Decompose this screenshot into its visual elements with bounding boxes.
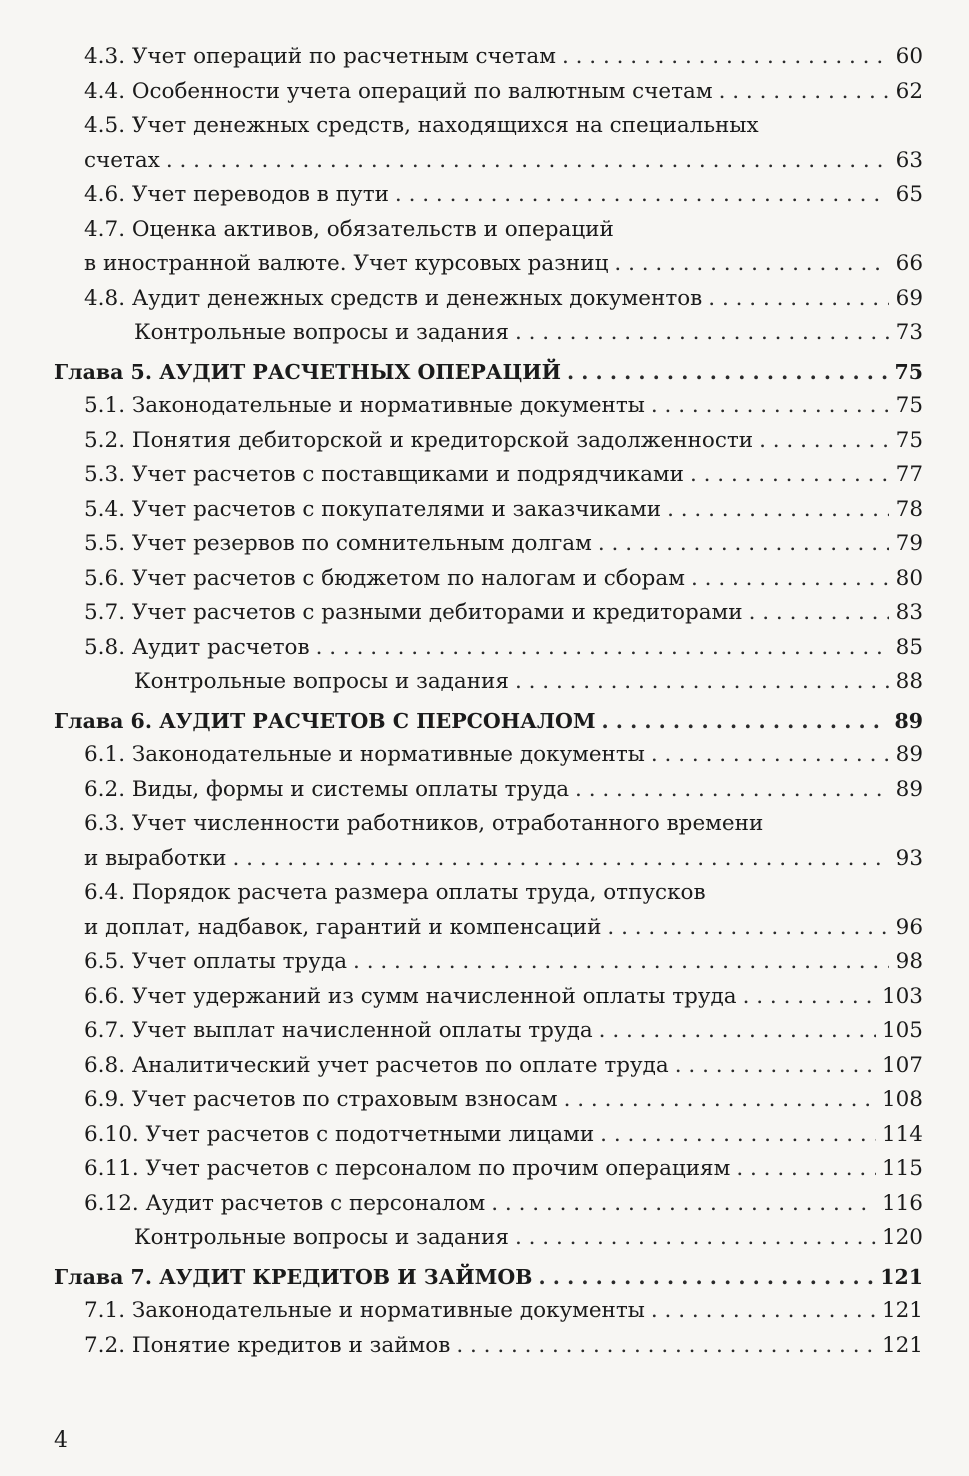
toc-page-number: 62 — [895, 78, 923, 104]
toc-entry-title: 5.4. Учет расчетов с покупателями и заказчиками — [84, 496, 662, 522]
toc-entry-title: 6.2. Виды, формы и системы оплаты труда — [84, 776, 570, 802]
toc-page-number: 75 — [895, 393, 923, 418]
dot-leader — [575, 773, 889, 808]
toc-page-number: 107 — [881, 1052, 923, 1078]
toc-entry-title: 5.8. Аудит расчетов — [84, 634, 310, 660]
dot-leader — [515, 1221, 876, 1256]
toc-entry-title: 7.1. Законодательные и нормативные документы — [84, 1298, 645, 1323]
dot-leader — [690, 458, 889, 493]
toc-chapter — [0, 1260, 969, 1295]
toc-entry-title: 4.8. Аудит денежных средств и денежных документов — [84, 285, 703, 311]
toc-entry — [0, 1152, 969, 1187]
dot-leader — [667, 493, 889, 528]
dot-leader — [651, 389, 889, 424]
dot-leader — [759, 424, 889, 459]
toc-page-number: 77 — [895, 462, 923, 487]
toc-entry — [0, 911, 969, 946]
dot-leader — [539, 1260, 875, 1295]
toc-entry-title: 6.7. Учет выплат начисленной оплаты труда — [84, 1018, 593, 1043]
toc-page-number: 89 — [895, 776, 923, 802]
chapter-title: Глава 6. АУДИТ РАСЧЕТОВ С ПЕРСОНАЛОМ — [54, 708, 596, 733]
toc-entry — [0, 631, 969, 666]
toc-entry — [0, 1329, 969, 1364]
toc-page-number: 89 — [894, 708, 923, 733]
toc-chapter — [0, 704, 969, 739]
toc-entry — [0, 1118, 969, 1153]
dot-leader — [564, 1083, 876, 1118]
toc-entry-title: 6.6. Учет удержаний из сумм начисленной оплаты труда — [84, 983, 737, 1009]
toc-entry-title: 6.4. Порядок расчета размера оплаты труда, отпусков — [84, 880, 706, 905]
toc-entry-title: Контрольные вопросы и задания — [134, 669, 509, 694]
toc-entry — [0, 842, 969, 877]
dot-leader — [515, 665, 889, 700]
toc-entry-title: в иностранной валюте. Учет курсовых разниц — [84, 251, 609, 276]
toc-entry — [0, 144, 969, 179]
chapter-title: Глава 7. АУДИТ КРЕДИТОВ И ЗАЙМОВ — [54, 1264, 533, 1289]
toc-entry-title: 6.1. Законодательные и нормативные документы — [84, 742, 645, 767]
dot-leader — [719, 75, 889, 110]
dot-leader — [456, 1329, 876, 1364]
toc-page-number: 116 — [881, 1190, 923, 1216]
dot-leader — [614, 247, 889, 282]
toc-page-number: 103 — [881, 983, 923, 1009]
toc-entry-title: 7.2. Понятие кредитов и займов — [84, 1332, 451, 1358]
toc-entry-title: 4.5. Учет денежных средств, находящихся на специальных — [84, 113, 759, 138]
toc-entry — [0, 1083, 969, 1118]
toc-entry-title: и доплат, надбавок, гарантий и компенсаций — [84, 914, 602, 940]
toc-entry — [0, 493, 969, 528]
toc-entry-title: 4.7. Оценка активов, обязательств и операций — [84, 216, 614, 242]
dot-leader — [651, 1294, 876, 1329]
toc-entry-title: 5.3. Учет расчетов с поставщиками и подрядчиками — [84, 462, 684, 487]
toc-entry — [0, 527, 969, 562]
dot-leader — [691, 562, 889, 597]
table-of-contents — [0, 40, 969, 1363]
toc-page-number: 96 — [895, 914, 923, 940]
toc-page-number: 93 — [895, 845, 923, 871]
toc-page-number: 88 — [895, 669, 923, 694]
toc-entry — [0, 40, 969, 75]
toc-page-number: 114 — [881, 1121, 923, 1147]
toc-entry-title: 6.11. Учет расчетов с персоналом по прочим операциям — [84, 1156, 731, 1181]
toc-entry-title: 6.9. Учет расчетов по страховым взносам — [84, 1087, 558, 1112]
toc-entry — [0, 562, 969, 597]
toc-entry-title: 4.6. Учет переводов в пути — [84, 182, 389, 207]
toc-entry-title: счетах — [84, 147, 160, 173]
toc-entry — [0, 980, 969, 1015]
dot-leader — [515, 316, 889, 351]
dot-leader — [602, 704, 889, 739]
toc-entry-title: 5.7. Учет расчетов с разными дебиторами и кредиторами — [84, 600, 743, 625]
toc-entry — [0, 247, 969, 282]
toc-entry-title: Контрольные вопросы и задания — [134, 320, 509, 345]
toc-entry — [0, 316, 969, 351]
dot-leader — [675, 1049, 876, 1084]
toc-entry — [0, 1294, 969, 1329]
toc-page-number: 80 — [895, 565, 923, 591]
toc-entry — [0, 807, 969, 842]
toc-entry — [0, 282, 969, 317]
toc-page-number: 75 — [894, 359, 923, 384]
toc-entry-title: 6.5. Учет оплаты труда — [84, 949, 348, 974]
dot-leader — [395, 178, 889, 213]
toc-page-number: 121 — [881, 1332, 923, 1358]
toc-entry-title: 5.6. Учет расчетов с бюджетом по налогам и сборам — [84, 565, 685, 591]
toc-entry-title: 4.3. Учет операций по расчетным счетам — [84, 44, 556, 69]
toc-page-number: 60 — [895, 44, 923, 69]
toc-entry — [0, 75, 969, 110]
toc-entry — [0, 1221, 969, 1256]
dot-leader — [316, 631, 889, 666]
toc-chapter — [0, 355, 969, 390]
toc-page-number: 83 — [895, 600, 923, 625]
page-number: 4 — [54, 1428, 68, 1453]
toc-entry — [0, 596, 969, 631]
toc-page-number: 115 — [881, 1156, 923, 1181]
toc-entry-title: 4.4. Особенности учета операций по валютным счетам — [84, 78, 713, 104]
toc-entry-title: 5.1. Законодательные и нормативные документы — [84, 393, 645, 418]
toc-page-number: 75 — [895, 427, 923, 453]
chapter-title: Глава 5. АУДИТ РАСЧЕТНЫХ ОПЕРАЦИЙ — [54, 359, 561, 384]
toc-entry-title: 5.5. Учет резервов по сомнительным долгам — [84, 531, 592, 556]
toc-entry — [0, 389, 969, 424]
dot-leader — [749, 596, 889, 631]
toc-page-number: 85 — [895, 634, 923, 660]
toc-entry-title: Контрольные вопросы и задания — [134, 1225, 509, 1250]
toc-entry-title: 6.8. Аналитический учет расчетов по оплате труда — [84, 1052, 669, 1078]
dot-leader — [598, 527, 889, 562]
dot-leader — [708, 282, 889, 317]
dot-leader — [353, 945, 889, 980]
toc-entry — [0, 1049, 969, 1084]
dot-leader — [651, 738, 889, 773]
toc-entry — [0, 1187, 969, 1222]
toc-entry — [0, 945, 969, 980]
toc-page-number: 63 — [895, 147, 923, 173]
toc-entry-title: 6.3. Учет численности работников, отработанного времени — [84, 811, 764, 836]
toc-entry — [0, 1014, 969, 1049]
toc-entry — [0, 876, 969, 911]
toc-entry-title: и выработки — [84, 845, 227, 871]
dot-leader — [600, 1118, 876, 1153]
dot-leader — [166, 144, 889, 179]
toc-page-number: 79 — [895, 531, 923, 556]
toc-page-number: 121 — [881, 1298, 923, 1323]
toc-entry-title: 5.2. Понятия дебиторской и кредиторской задолженности — [84, 427, 754, 453]
toc-entry — [0, 458, 969, 493]
dot-leader — [233, 842, 889, 877]
dot-leader — [599, 1014, 876, 1049]
toc-page-number: 120 — [881, 1225, 923, 1250]
dot-leader — [562, 40, 889, 75]
toc-page-number: 105 — [881, 1018, 923, 1043]
toc-page-number: 78 — [895, 496, 923, 522]
toc-page-number: 121 — [880, 1264, 923, 1289]
toc-page-number: 89 — [895, 742, 923, 767]
toc-page-number: 98 — [895, 949, 923, 974]
toc-entry — [0, 665, 969, 700]
toc-page-number: 73 — [895, 320, 923, 345]
toc-page-number: 65 — [895, 182, 923, 207]
toc-entry — [0, 109, 969, 144]
toc-page-number: 108 — [881, 1087, 923, 1112]
toc-entry — [0, 213, 969, 248]
dot-leader — [567, 355, 888, 390]
dot-leader — [491, 1187, 876, 1222]
dot-leader — [743, 980, 876, 1015]
dot-leader — [607, 911, 889, 946]
toc-page-number: 66 — [895, 251, 923, 276]
toc-page-number: 69 — [895, 285, 923, 311]
dot-leader — [736, 1152, 876, 1187]
toc-entry — [0, 424, 969, 459]
toc-entry-title: 6.12. Аудит расчетов с персоналом — [84, 1190, 486, 1216]
toc-entry — [0, 178, 969, 213]
toc-entry — [0, 738, 969, 773]
toc-entry — [0, 773, 969, 808]
toc-entry-title: 6.10. Учет расчетов с подотчетными лицами — [84, 1121, 595, 1147]
